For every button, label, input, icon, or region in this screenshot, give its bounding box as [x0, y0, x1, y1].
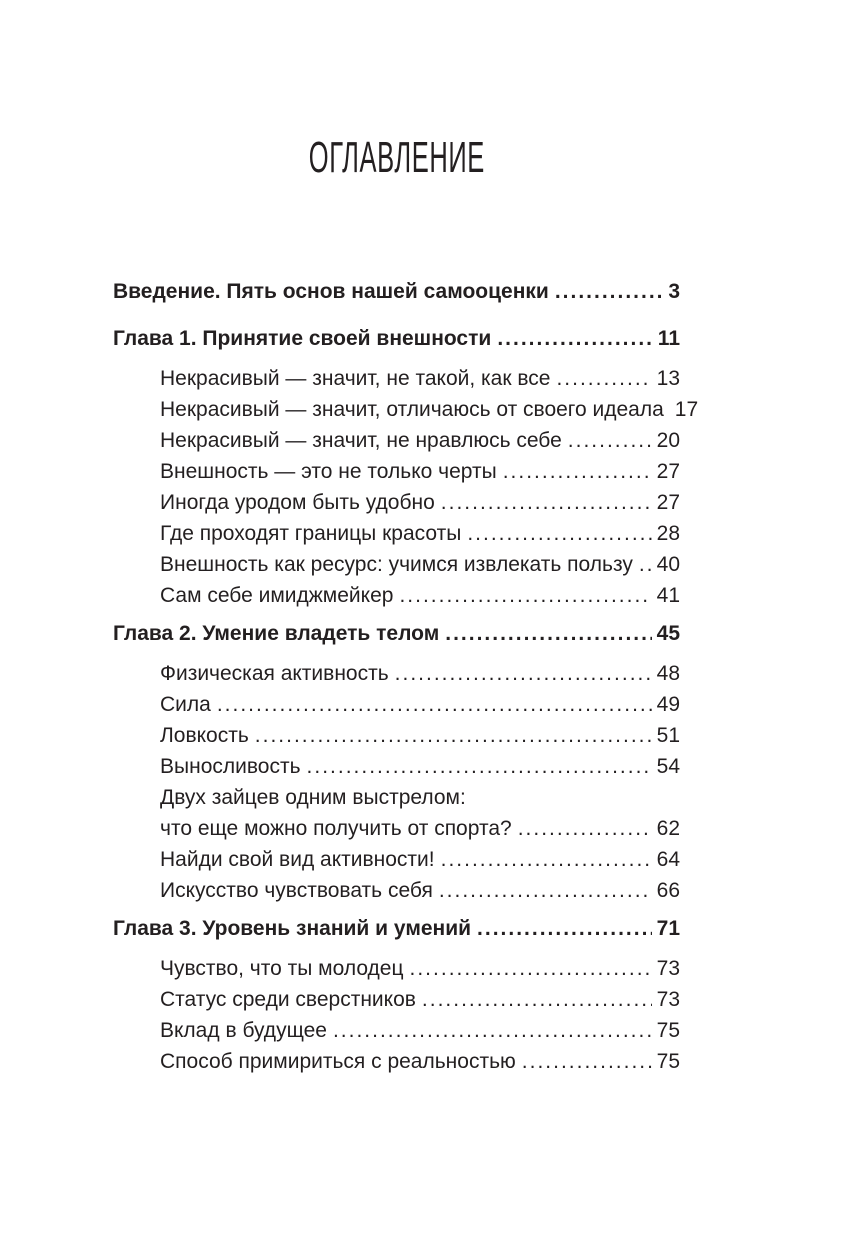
toc-leader-dots [497, 328, 652, 350]
toc-leader-dots [555, 281, 664, 303]
toc-entry-page: 64 [656, 848, 680, 871]
toc-leader-dots [568, 430, 652, 452]
toc-entry-label: Физическая активность [160, 662, 389, 685]
toc-leader-dots [441, 849, 652, 871]
toc-leader-dots [395, 663, 652, 685]
toc-entry-label: Некрасивый — значит, отличаюсь от своего идеала [160, 398, 664, 421]
toc-entry [113, 328, 680, 350]
toc-entry [113, 694, 680, 716]
toc-entry-label: Чувство, что ты молодец [160, 957, 404, 980]
toc-entry-label: Ловкость [160, 724, 249, 747]
toc-entry-page: 11 [657, 327, 680, 350]
toc-entry-page: 54 [656, 755, 680, 778]
toc-leader-dots [503, 461, 652, 483]
toc-entry [113, 787, 680, 809]
toc-entry-page: 27 [656, 491, 680, 514]
toc-entry [113, 554, 680, 576]
toc-entry-page: 62 [656, 817, 680, 840]
toc-entry-page: 51 [656, 724, 680, 747]
toc-entry [113, 492, 680, 514]
toc-entry-page: 71 [656, 917, 680, 940]
toc-entry [113, 818, 680, 840]
toc-entry-page: 20 [656, 429, 680, 452]
title-container [113, 133, 680, 182]
toc-entry-label: Искусство чувствовать себя [160, 879, 433, 902]
toc-entry-page: 75 [656, 1050, 680, 1073]
toc-entry [113, 398, 699, 421]
toc-leader-dots [439, 880, 652, 902]
toc-entry-label: Сам себе имиджмейкер [160, 584, 394, 607]
toc-entry-page: 66 [656, 879, 680, 902]
toc-entry [113, 523, 680, 545]
toc-entry-label: Где проходят границы красоты [160, 522, 462, 545]
toc-content [113, 133, 699, 1073]
toc-entry [113, 430, 680, 452]
toc-entry-label: Глава 3. Уровень знаний и умений [113, 917, 472, 940]
toc-leader-dots [477, 918, 652, 940]
toc-leader-dots [399, 585, 651, 607]
toc-entry-label: Некрасивый — значит, не такой, как все [160, 367, 551, 390]
toc-entry [113, 989, 680, 1011]
toc-entry [113, 281, 680, 303]
toc-entry-label: Глава 1. Принятие своей внешности [113, 327, 492, 350]
toc-entry [113, 918, 680, 940]
toc-entry-label: Внешность — это не только черты [160, 460, 497, 483]
toc-entry-label: Способ примириться с реальностью [160, 1050, 516, 1073]
toc-entry-label: Вклад в будущее [160, 1019, 327, 1042]
toc-entry-page: 75 [656, 1019, 680, 1042]
toc-entry [113, 368, 680, 390]
toc-entry-page: 40 [656, 553, 680, 576]
toc-entry-label: Выносливость [160, 755, 301, 778]
toc-entry-label: Некрасивый — значит, не нравлюсь себе [160, 429, 562, 452]
toc-leader-dots [441, 492, 652, 514]
toc-entry-label: Сила [160, 693, 211, 716]
toc-entry [113, 849, 680, 871]
toc-entry-label: что еще можно получить от спорта? [160, 817, 512, 840]
toc-entry-page: 45 [656, 622, 680, 645]
toc-entry-page: 17 [674, 398, 699, 421]
toc-leader-dots [639, 554, 652, 576]
toc-entry-label: Статус среди сверстников [160, 988, 416, 1011]
toc-entry-page: 41 [656, 584, 680, 607]
toc-entry [113, 1051, 680, 1073]
toc-entry-page: 3 [668, 280, 680, 303]
toc-leader-dots [522, 1051, 652, 1073]
toc-leader-dots [307, 756, 652, 778]
toc-entry [113, 958, 680, 980]
toc-list [113, 280, 699, 1073]
toc-leader-dots [255, 725, 652, 747]
toc-entry [113, 623, 680, 645]
toc-leader-dots [333, 1020, 652, 1042]
toc-entry [113, 663, 680, 685]
toc-leader-dots [217, 694, 652, 716]
toc-leader-dots [518, 818, 652, 840]
toc-entry [113, 585, 680, 607]
toc-entry-page: 49 [656, 693, 680, 716]
toc-entry-page: 13 [656, 367, 680, 390]
toc-entry-label: Введение. Пять основ нашей самооценки [113, 280, 549, 303]
toc-entry [113, 756, 680, 778]
toc-leader-dots [410, 958, 652, 980]
toc-entry-label: Иногда уродом быть удобно [160, 491, 435, 514]
toc-entry-page: 73 [656, 957, 680, 980]
toc-leader-dots [556, 368, 651, 390]
toc-entry-page: 27 [656, 460, 680, 483]
toc-leader-dots [445, 623, 651, 645]
toc-entry-label: Глава 2. Умение владеть телом [113, 622, 440, 645]
toc-entry [113, 461, 680, 483]
toc-entry [113, 725, 680, 747]
toc-entry-page: 28 [656, 522, 680, 545]
toc-entry-page: 48 [656, 662, 680, 685]
toc-entry-label: Внешность как ресурс: учимся извлекать пользу [160, 553, 633, 576]
toc-leader-dots [467, 523, 651, 545]
page-title: ОГЛАВЛЕНИЕ [308, 133, 485, 182]
toc-entry [113, 880, 680, 902]
toc-entry-label: Двух зайцев одним выстрелом: [160, 786, 466, 809]
toc-leader-dots [422, 989, 652, 1011]
toc-entry-label: Найди свой вид активности! [160, 848, 435, 871]
toc-entry [113, 1020, 680, 1042]
toc-entry-page: 73 [656, 988, 680, 1011]
